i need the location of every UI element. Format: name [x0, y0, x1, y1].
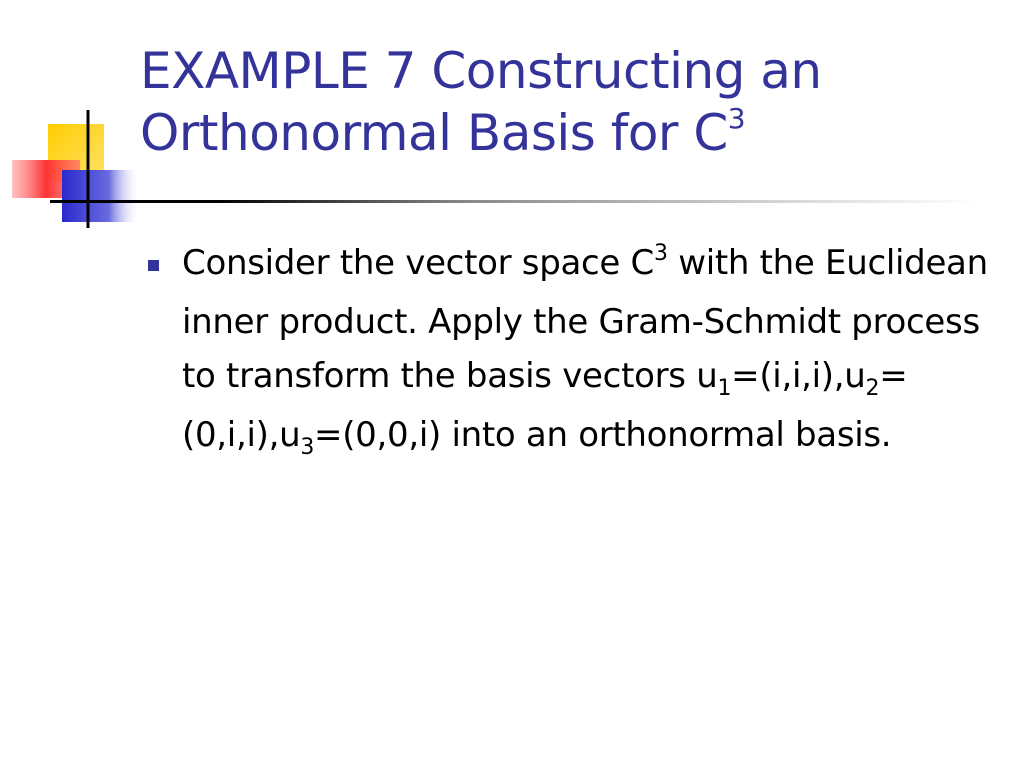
subscript-u2: 2 — [865, 376, 880, 401]
bullet-text-4: =(0,i,i),u — [182, 356, 908, 455]
bullet-text-1: Consider the vector space C — [182, 243, 654, 283]
bullet-text-5: =(0,0,i) into an orthonormal basis. — [314, 415, 892, 455]
title-text: EXAMPLE 7 Constructing an Orthonormal Basis for C — [140, 42, 822, 162]
title-superscript: 3 — [727, 102, 746, 135]
slide-title — [140, 40, 1000, 172]
bullet-square-icon — [148, 260, 159, 271]
subscript-u3: 3 — [300, 435, 315, 460]
deco-blue-bar — [62, 170, 140, 222]
bullet-superscript-c3: 3 — [653, 241, 668, 266]
slide-body — [140, 236, 990, 467]
subscript-u1: 1 — [717, 376, 732, 401]
title-divider — [50, 200, 980, 203]
bullet-text-2: with the Euclidean inner product. Apply the Gram-Schmidt process to transform the basis vectors u — [182, 243, 988, 396]
bullet-item — [140, 236, 990, 467]
corner-decoration — [0, 0, 140, 240]
bullet-text-3: =(i,i,i),u — [731, 356, 866, 396]
